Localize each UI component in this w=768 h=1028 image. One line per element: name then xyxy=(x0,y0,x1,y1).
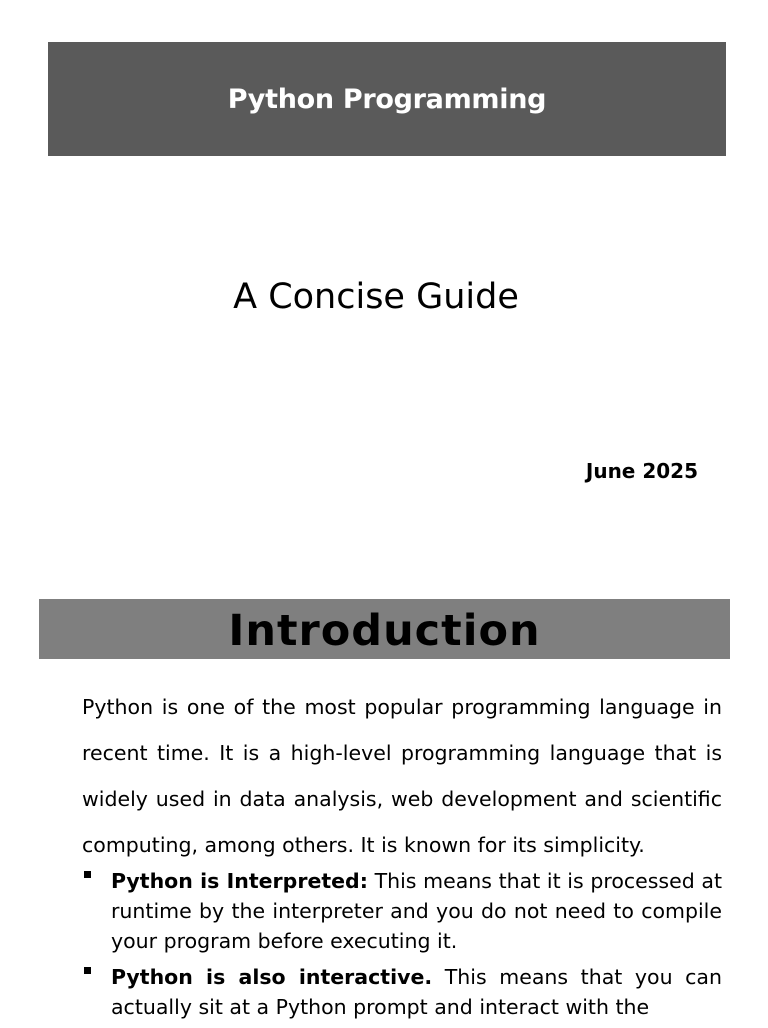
title-banner xyxy=(48,42,726,156)
square-bullet-icon xyxy=(84,967,91,974)
section-heading: Introduction xyxy=(228,606,541,656)
square-bullet-icon xyxy=(84,871,91,878)
document-title: Python Programming xyxy=(227,83,547,115)
intro-paragraph: Python is one of the most popular programming language in recent time. It is a high-level programming language that is widely used in data analysis, web development and scientific computing, among others. It is known for its simplicity. xyxy=(82,695,722,857)
bullet-text: This means that it is processed at runtime by the interpreter and you do not need to compile your program before executing it. xyxy=(111,869,722,953)
feature-list xyxy=(82,866,722,1028)
document-date: June 2025 xyxy=(585,459,698,483)
bullet-text: This means that you can actually sit at a Python prompt and interact with the xyxy=(111,965,722,1019)
list-item xyxy=(82,962,722,1022)
list-item xyxy=(82,866,722,956)
section-banner xyxy=(39,599,730,659)
bullet-term: Python is Interpreted: xyxy=(111,869,368,893)
document-subtitle: A Concise Guide xyxy=(233,277,519,317)
bullet-term: Python is also interactive. xyxy=(111,965,433,989)
